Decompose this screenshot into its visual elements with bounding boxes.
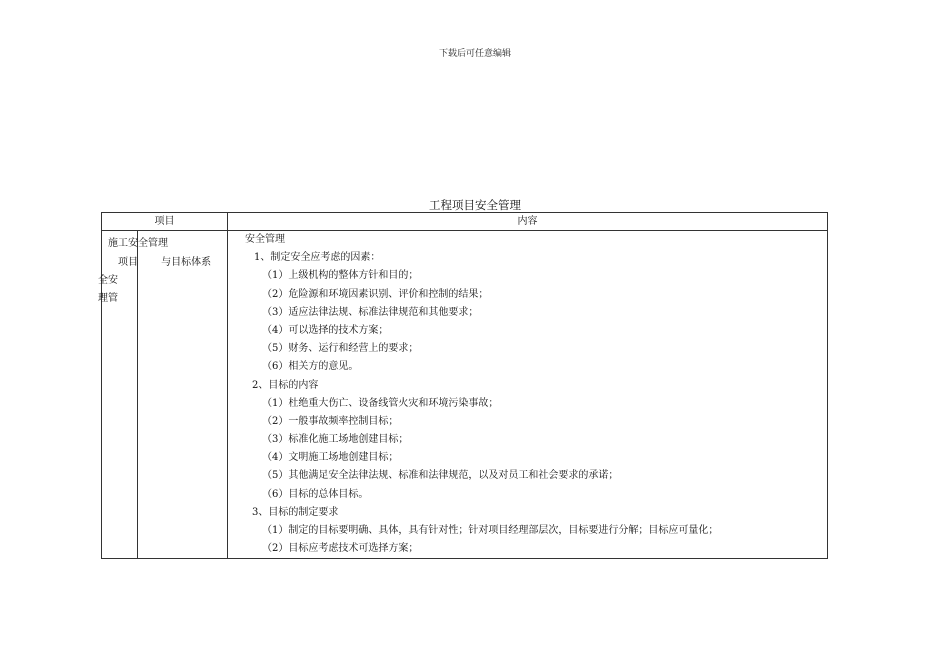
content-line: （6）相关方的意见。 [262, 361, 359, 373]
category-line: 施工安全管理 [108, 238, 168, 249]
subcategory-cell [118, 231, 228, 559]
content-cell [228, 231, 828, 559]
category-line: 理管 [98, 293, 118, 304]
content-line: （2）一般事故频率控制目标； [262, 415, 399, 427]
header-project: 项目 [102, 213, 228, 231]
content-line: （4）可以选择的技术方案； [262, 324, 389, 336]
category-line: 全安 [98, 275, 118, 286]
table-header-row [102, 213, 828, 231]
page-header: 下载后可任意编辑 [438, 49, 511, 59]
content-line: （5）其他满足安全法律法规、标准和法律规范，以及对员工和社会要求的承诺； [262, 470, 619, 482]
content-line: （1）杜绝重大伤亡、设备线管火灾和环境污染事故； [262, 397, 499, 409]
content-line: 2、目标的内容 [252, 379, 319, 391]
content-line: 1、制定安全应考虑的因素： [254, 252, 381, 264]
content-line: （2）危险源和环境因素识别、评价和控制的结果； [262, 288, 489, 300]
table-row [102, 231, 828, 559]
document-title: 工程项目安全管理 [429, 198, 521, 212]
content-line: （1）上级机构的整体方针和目的； [262, 270, 419, 282]
content-line: 安全管理 [245, 234, 285, 245]
header-content: 内容 [228, 213, 828, 231]
content-table [98, 212, 828, 559]
content-line: （3）标准化施工场地创建目标； [262, 434, 409, 446]
content-line: （4）文明施工场地创建目标； [262, 452, 399, 464]
subcategory-label: 项目 与目标体系 [118, 257, 212, 268]
content-line: （3）适应法律法规、标准法律规范和其他要求； [262, 306, 479, 318]
content-line: （5）财务、运行和经营上的要求； [262, 343, 419, 355]
content-line: （2）目标应考虑技术可选择方案； [262, 543, 419, 555]
content-line: （6）目标的总体目标。 [262, 488, 369, 500]
content-line: 3、目标的制定要求 [252, 506, 339, 518]
content-line: （1）制定的目标要明确、具体，具有针对性；针对项目经理部层次，目标要进行分解；目标应可量化； [262, 525, 719, 536]
